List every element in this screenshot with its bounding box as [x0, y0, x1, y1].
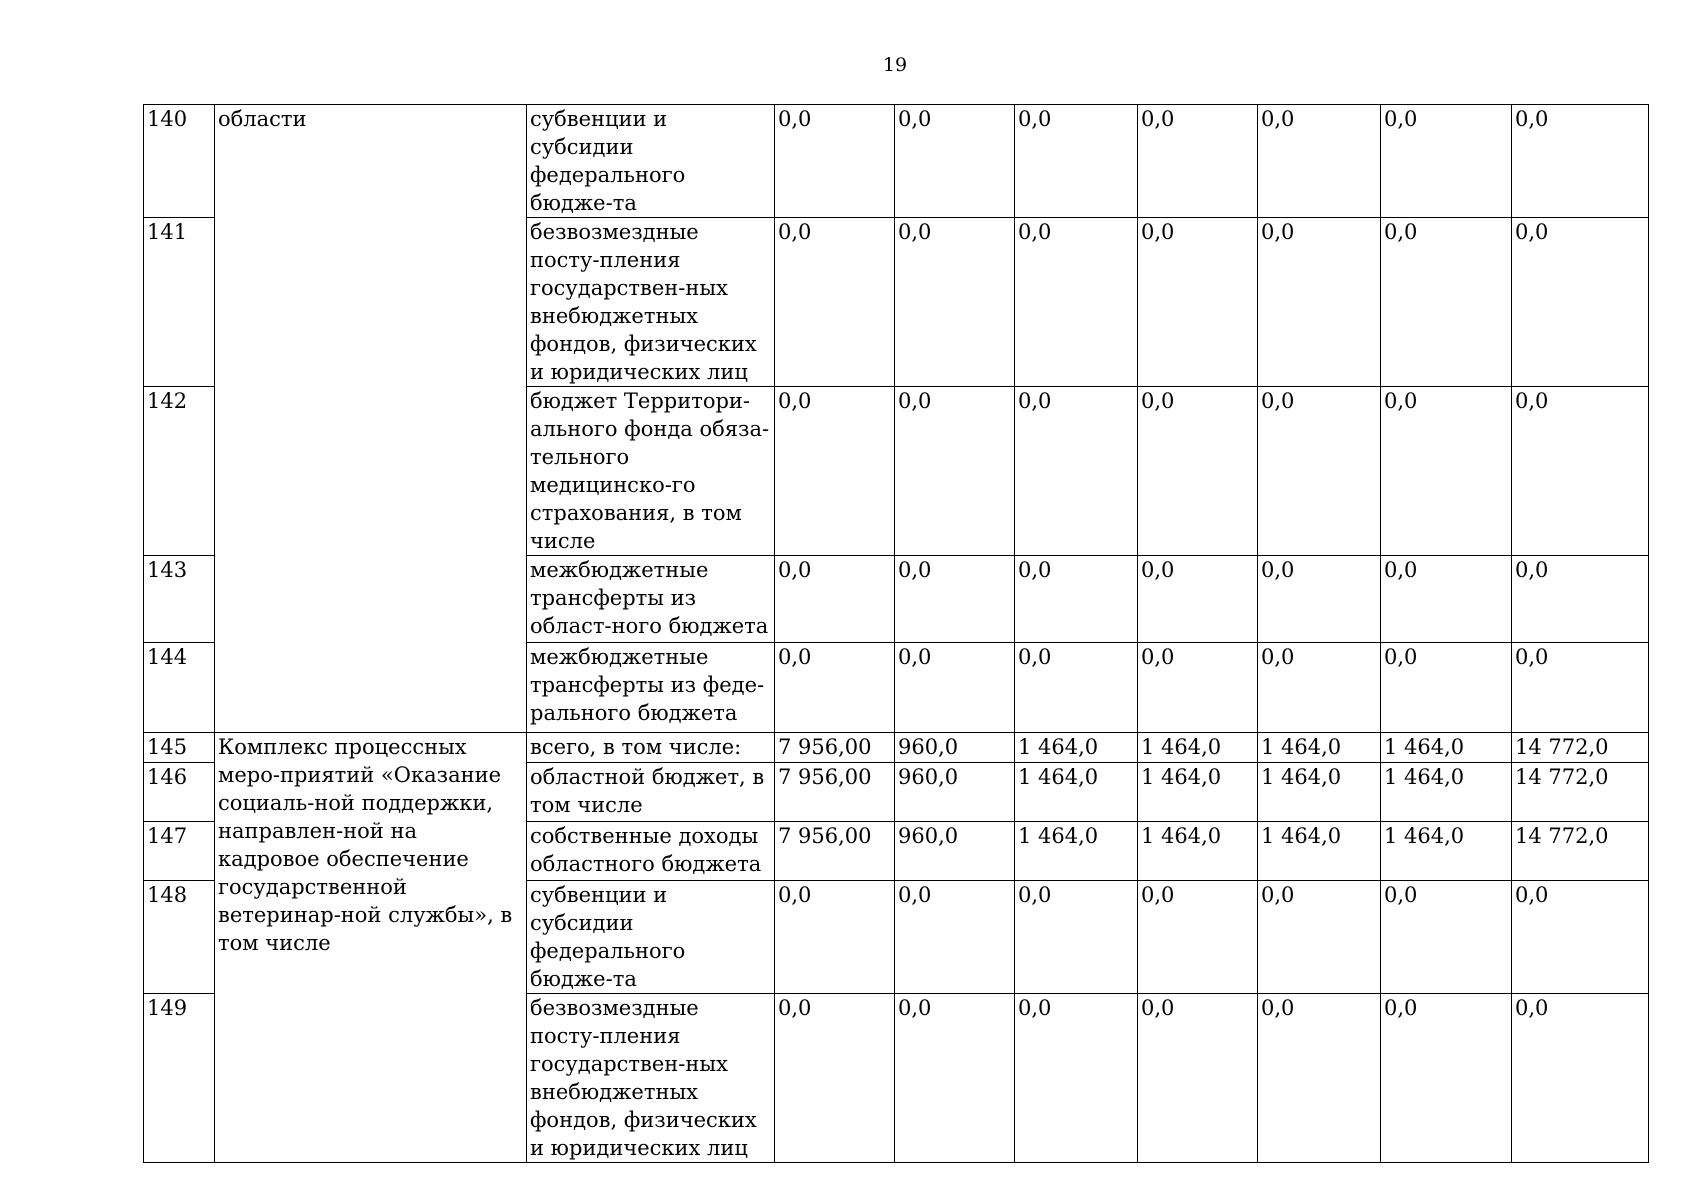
table-row	[144, 733, 1649, 763]
value-cell: 0,0	[775, 387, 895, 556]
value-cell: 0,0	[895, 994, 1015, 1163]
program-name-cell: области	[215, 105, 527, 733]
value-cell: 1 464,0	[1138, 733, 1258, 763]
value-cell: 14 772,0	[1512, 763, 1649, 822]
value-cell: 0,0	[775, 881, 895, 994]
value-cell: 0,0	[1015, 994, 1138, 1163]
value-cell: 0,0	[1138, 556, 1258, 643]
funding-source-cell: собственные доходы областного бюджета	[527, 822, 775, 881]
value-cell: 7 956,00	[775, 763, 895, 822]
row-number: 145	[144, 733, 215, 763]
value-cell: 1 464,0	[1258, 763, 1381, 822]
value-cell: 0,0	[1015, 881, 1138, 994]
value-cell: 1 464,0	[1015, 733, 1138, 763]
value-cell: 0,0	[1258, 105, 1381, 218]
value-cell: 0,0	[1015, 387, 1138, 556]
value-cell: 0,0	[895, 643, 1015, 733]
value-cell: 0,0	[1258, 556, 1381, 643]
value-cell: 0,0	[895, 387, 1015, 556]
row-number: 142	[144, 387, 215, 556]
funding-source-cell: субвенции и субсидии федерального бюдже-та	[527, 105, 775, 218]
value-cell: 0,0	[895, 881, 1015, 994]
funding-source-cell: межбюджетные трансферты из област-ного бюджета	[527, 556, 775, 643]
value-cell: 0,0	[1015, 643, 1138, 733]
value-cell: 0,0	[1015, 556, 1138, 643]
value-cell: 7 956,00	[775, 733, 895, 763]
value-cell: 1 464,0	[1138, 763, 1258, 822]
funding-source-cell: субвенции и субсидии федерального бюдже-та	[527, 881, 775, 994]
funding-source-cell: межбюджетные трансферты из феде-рального бюджета	[527, 643, 775, 733]
row-number: 140	[144, 105, 215, 218]
value-cell: 0,0	[775, 218, 895, 387]
value-cell: 960,0	[895, 822, 1015, 881]
value-cell: 0,0	[895, 556, 1015, 643]
row-number: 141	[144, 218, 215, 387]
value-cell: 1 464,0	[1015, 822, 1138, 881]
page-number: 19	[882, 54, 908, 76]
row-number: 147	[144, 822, 215, 881]
value-cell: 1 464,0	[1258, 733, 1381, 763]
funding-source-cell: безвозмездные посту-пления государствен-ных внебюджетных фондов, физических и юридических лиц	[527, 994, 775, 1163]
value-cell: 0,0	[1381, 994, 1512, 1163]
value-cell: 0,0	[1381, 556, 1512, 643]
value-cell: 960,0	[895, 763, 1015, 822]
program-name-cell: Комплекс процессных меро-приятий «Оказание социаль-ной поддержки, направлен-ной на кадровое обеспечение государственной ветеринар-ной службы», в том числе	[215, 733, 527, 1163]
value-cell: 1 464,0	[1381, 822, 1512, 881]
budget-table	[143, 104, 1649, 1163]
value-cell: 14 772,0	[1512, 733, 1649, 763]
value-cell: 0,0	[1138, 881, 1258, 994]
value-cell: 0,0	[1512, 881, 1649, 994]
value-cell: 1 464,0	[1138, 822, 1258, 881]
value-cell: 1 464,0	[1381, 733, 1512, 763]
value-cell: 1 464,0	[1258, 822, 1381, 881]
value-cell: 960,0	[895, 733, 1015, 763]
value-cell: 0,0	[1258, 994, 1381, 1163]
value-cell: 0,0	[1015, 218, 1138, 387]
value-cell: 1 464,0	[1381, 763, 1512, 822]
value-cell: 0,0	[1015, 105, 1138, 218]
value-cell: 0,0	[775, 105, 895, 218]
value-cell: 0,0	[1381, 105, 1512, 218]
value-cell: 0,0	[775, 994, 895, 1163]
row-number: 143	[144, 556, 215, 643]
value-cell: 0,0	[775, 556, 895, 643]
value-cell: 0,0	[1258, 881, 1381, 994]
value-cell: 14 772,0	[1512, 822, 1649, 881]
row-number: 144	[144, 643, 215, 733]
table-row	[144, 105, 1649, 218]
row-number: 149	[144, 994, 215, 1163]
row-number: 148	[144, 881, 215, 994]
value-cell: 0,0	[1512, 994, 1649, 1163]
value-cell: 0,0	[1258, 387, 1381, 556]
value-cell: 1 464,0	[1015, 763, 1138, 822]
value-cell: 0,0	[1512, 218, 1649, 387]
value-cell: 7 956,00	[775, 822, 895, 881]
value-cell: 0,0	[1381, 387, 1512, 556]
value-cell: 0,0	[1381, 643, 1512, 733]
value-cell: 0,0	[1258, 643, 1381, 733]
value-cell: 0,0	[895, 218, 1015, 387]
value-cell: 0,0	[1138, 643, 1258, 733]
value-cell: 0,0	[1258, 218, 1381, 387]
value-cell: 0,0	[1512, 387, 1649, 556]
value-cell: 0,0	[895, 105, 1015, 218]
value-cell: 0,0	[1138, 218, 1258, 387]
value-cell: 0,0	[1381, 218, 1512, 387]
value-cell: 0,0	[1138, 387, 1258, 556]
value-cell: 0,0	[1138, 105, 1258, 218]
value-cell: 0,0	[1512, 105, 1649, 218]
funding-source-cell: всего, в том числе:	[527, 733, 775, 763]
value-cell: 0,0	[775, 643, 895, 733]
funding-source-cell: бюджет Территори-ального фонда обяза-тельного медицинско-го страхования, в том числе	[527, 387, 775, 556]
row-number: 146	[144, 763, 215, 822]
funding-source-cell: безвозмездные посту-пления государствен-ных внебюджетных фондов, физических и юридических лиц	[527, 218, 775, 387]
value-cell: 0,0	[1381, 881, 1512, 994]
value-cell: 0,0	[1512, 556, 1649, 643]
funding-source-cell: областной бюджет, в том числе	[527, 763, 775, 822]
value-cell: 0,0	[1138, 994, 1258, 1163]
value-cell: 0,0	[1512, 643, 1649, 733]
